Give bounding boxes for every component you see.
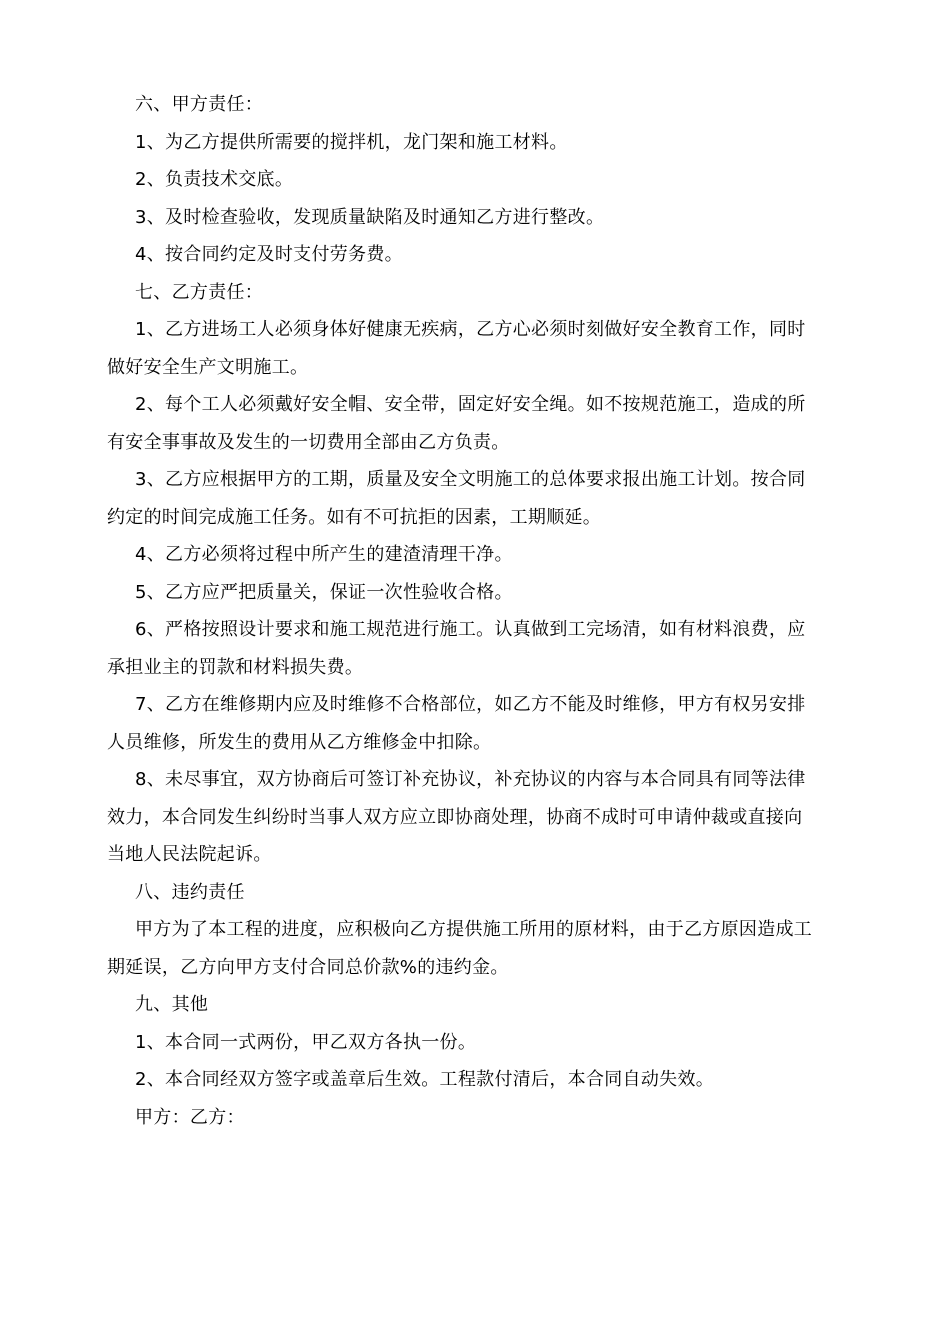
section-heading-party-a-duties: 六、甲方责任： xyxy=(135,94,264,115)
paragraph-line: 做好安全生产文明施工。 xyxy=(107,356,309,378)
paragraph-line: 8、未尽事宜，双方协商后可签订补充协议，补充协议的内容与本合同具有同等法律 xyxy=(135,769,806,790)
paragraph-line: 效力，本合同发生纠纷时当事人双方应立即协商处理，协商不成时可申请仲裁或直接向 xyxy=(107,806,803,828)
paragraph-line: 人员维修，所发生的费用从乙方维修金中扣除。 xyxy=(107,731,492,753)
paragraph-line: 当地人民法院起诉。 xyxy=(107,844,272,865)
paragraph-line: 有安全事事故及发生的一切费用全部由乙方负责。 xyxy=(107,431,510,453)
paragraph-line: 1、本合同一式两份，甲乙双方各执一份。 xyxy=(135,1031,477,1053)
paragraph-line: 4、乙方必须将过程中所产生的建渣清理干净。 xyxy=(135,544,513,565)
signature-line: 甲方：乙方： xyxy=(135,1106,245,1128)
paragraph-line: 期延误，乙方向甲方支付合同总价款%的违约金。 xyxy=(107,956,509,978)
paragraph-line: 5、乙方应严把质量关，保证一次性验收合格。 xyxy=(135,581,513,603)
section-heading-other: 九、其他 xyxy=(135,994,209,1015)
paragraph-line: 3、乙方应根据甲方的工期，质量及安全文明施工的总体要求报出施工计划。按合同 xyxy=(135,469,806,490)
document-page xyxy=(107,86,847,1136)
paragraph-line: 2、本合同经双方签字或盖章后生效。工程款付清后，本合同自动失效。 xyxy=(135,1069,715,1090)
paragraph-line: 承担业主的罚款和材料损失费。 xyxy=(107,656,364,678)
section-heading-party-b-duties: 七、乙方责任： xyxy=(135,281,264,303)
paragraph-line: 4、按合同约定及时支付劳务费。 xyxy=(135,244,403,265)
paragraph-line: 6、严格按照设计要求和施工规范进行施工。认真做到工完场清，如有材料浪费，应 xyxy=(135,619,806,640)
paragraph-line: 1、为乙方提供所需要的搅拌机，龙门架和施工材料。 xyxy=(135,131,568,153)
paragraph-line: 约定的时间完成施工任务。如有不可抗拒的因素，工期顺延。 xyxy=(107,506,602,528)
section-heading-breach-liability: 八、违约责任 xyxy=(135,881,245,903)
paragraph-line: 1、乙方进场工人必须身体好健康无疾病，乙方心必须时刻做好安全教育工作，同时 xyxy=(135,319,806,340)
paragraph-line: 2、每个工人必须戴好安全帽、安全带，固定好安全绳。如不按规范施工，造成的所 xyxy=(135,394,806,415)
paragraph-line: 7、乙方在维修期内应及时维修不合格部位，如乙方不能及时维修，甲方有权另安排 xyxy=(135,694,806,715)
paragraph-line: 2、负责技术交底。 xyxy=(135,169,294,190)
paragraph-line: 3、及时检查验收，发现质量缺陷及时通知乙方进行整改。 xyxy=(135,206,605,228)
paragraph-line: 甲方为了本工程的进度，应积极向乙方提供施工所用的原材料，由于乙方原因造成工 xyxy=(135,919,813,940)
